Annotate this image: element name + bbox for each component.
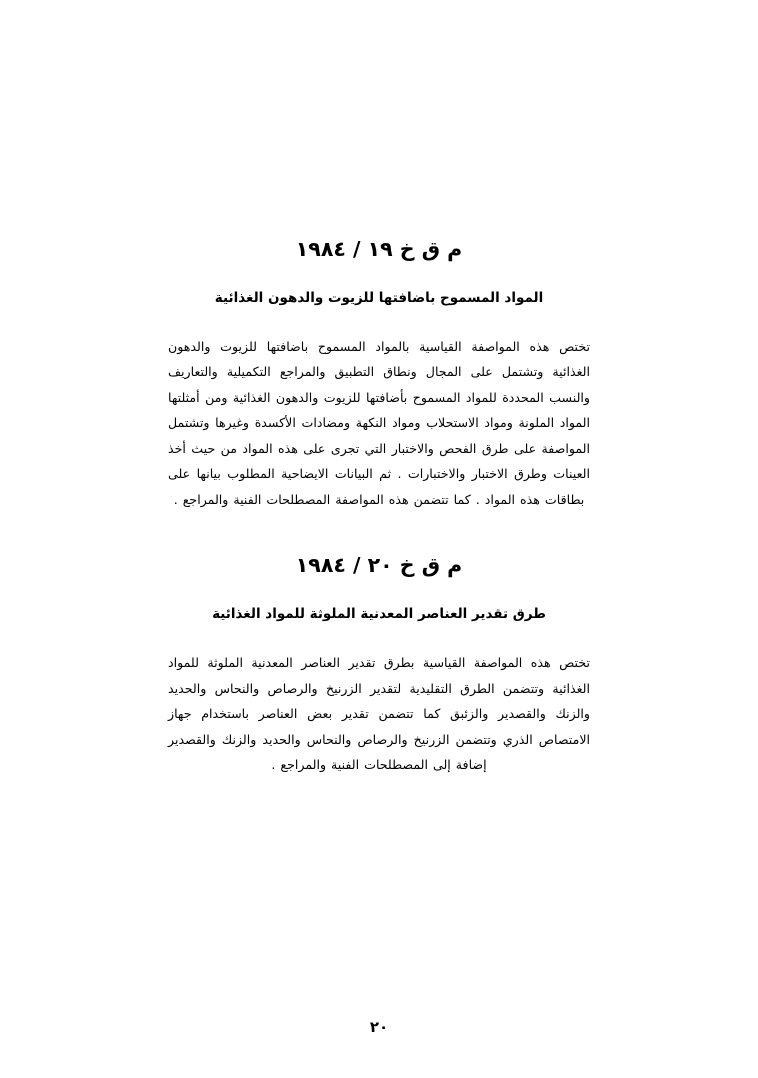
standard-title-1: المواد المسموح باضافتها للزيوت والدهون الغذائية — [214, 289, 544, 306]
section-spacer — [168, 518, 590, 552]
standard-entry-2 — [168, 552, 590, 777]
standard-body-1: تختص هذه المواصفة القياسية بالمواد المسموح باضافتها للزيوت والدهون الغذائية وتشتمل على المجال ونطاق التطبيق والمراجع التكميلية والتعاريف والنسب المحددة للمواد المسموح بأضافتها للزيوت والدهون الغذائية ومن أمثلتها المواد الملونة ومواد الاستحلاب ومواد النكهة ومضادات الأكسدة وغيرها وتشتمل المواصفة على طرق الفحص والاختبار التي تجرى على هذه المواد من حيث أخذ العينات وطرق الاختبار والاختبارات . ثم البيانات الايضاحية المطلوب بيانها على بطاقات هذه المواد . كما تتضمن هذه المواصفة المصطلحات الفنية والمراجع . — [168, 338, 590, 507]
page-content — [168, 236, 590, 784]
standard-body-2: تختص هذه المواصفة القياسية بطرق تقدير العناصر المعدنية الملوثة للمواد الغذائية وتتضمن الطرق التقليدية لتقدير الزرنيخ والرصاص والنحاس والحديد والزنك والقصدير والزئبق كما تتضمن تقدير بعض العناصر باستخدام جهاز الامتصاص الذري وتتضمن الزرنيخ والرصاص والنحاس والحديد والزنك والقصدير إضافة إلى المصطلحات الفنية والمراجع . — [168, 655, 590, 773]
standard-title-2: طرق تقدير العناصر المعدنية الملوثة للمواد الغذائية — [212, 606, 546, 623]
page-number: ٢٠ — [369, 1018, 389, 1036]
standard-entry-1 — [168, 236, 590, 512]
standard-code-2: م ق خ ٢٠ / ١٩٨٤ — [295, 553, 463, 578]
standard-code-1: م ق خ ١٩ / ١٩٨٤ — [295, 237, 463, 261]
